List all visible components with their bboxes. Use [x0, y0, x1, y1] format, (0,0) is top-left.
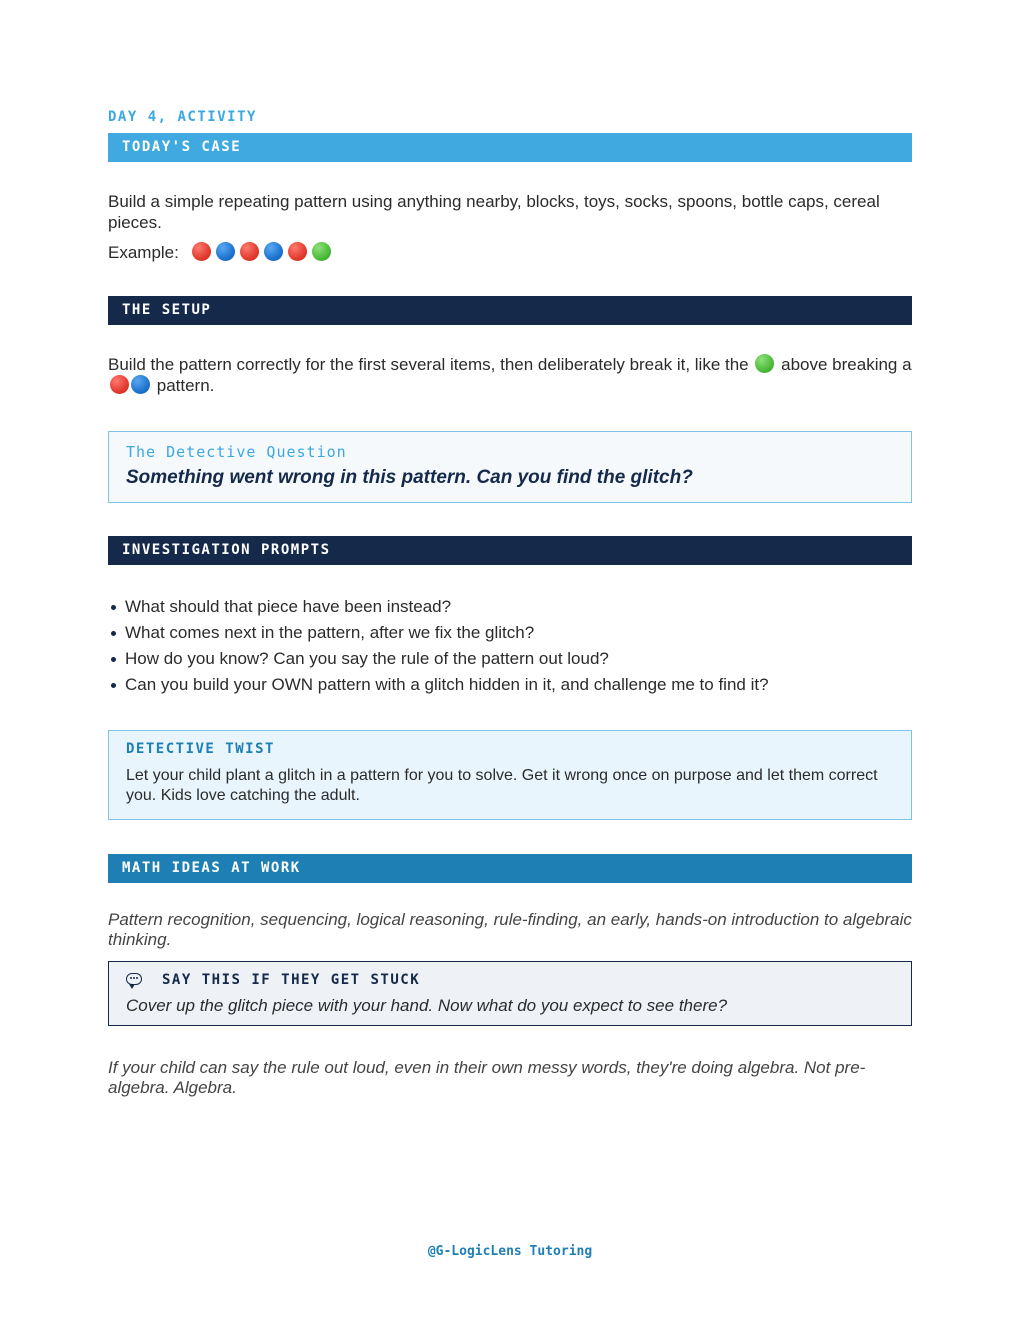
- day-label: DAY 4, ACTIVITY: [108, 109, 257, 125]
- red-dot-icon: [240, 242, 259, 261]
- detective-question-text: Something went wrong in this pattern. Can you find the glitch?: [126, 467, 693, 488]
- stuck-tip-label-text: SAY THIS IF THEY GET STUCK: [162, 972, 421, 988]
- section-header-math: MATH IDEAS AT WORK: [108, 854, 912, 883]
- stuck-tip-label: [126, 972, 420, 988]
- green-dot-icon: [312, 242, 331, 261]
- detective-question-label: The Detective Question: [126, 443, 347, 461]
- setup-text-3: breaking a: [832, 355, 912, 374]
- blue-dot-icon: [264, 242, 283, 261]
- setup-text-1: Build the pattern correctly for the first several items, then deliberately break it, like the: [108, 355, 749, 374]
- pattern-example: [108, 242, 912, 263]
- closing-note: If your child can say the rule out loud, even in their own messy words, they're doing algebra. Not pre-algebra. Algebra.: [108, 1058, 866, 1097]
- detective-twist-label: DETECTIVE TWIST: [126, 741, 275, 757]
- setup-description: [108, 354, 912, 396]
- detective-twist-text: Let your child plant a glitch in a pattern for you to solve. Get it wrong once on purpose and let them correct you. Kids love catching the adult.: [126, 767, 878, 804]
- footer-brand: @G-LogicLens Tutoring: [427, 1244, 593, 1259]
- math-ideas-text: Pattern recognition, sequencing, logical reasoning, rule-finding, an early, hands-on introduction to algebraic thinking.: [108, 910, 912, 949]
- red-dot-icon: [288, 242, 307, 261]
- example-dots: [192, 243, 336, 262]
- list-item: Can you build your OWN pattern with a glitch hidden in it, and challenge me to find it?: [125, 672, 769, 698]
- red-dot-icon: [110, 375, 129, 394]
- section-header-prompts: INVESTIGATION PROMPTS: [108, 536, 912, 565]
- green-dot-icon: [755, 354, 774, 373]
- section-header-todays-case: TODAY'S CASE: [108, 133, 912, 162]
- section-header-setup: THE SETUP: [108, 296, 912, 325]
- red-dot-icon: [192, 242, 211, 261]
- detective-twist-box: [108, 730, 912, 820]
- blue-dot-icon: [216, 242, 235, 261]
- case-description: Build a simple repeating pattern using anything nearby, blocks, toys, socks, spoons, bottle caps, cereal pieces.: [108, 192, 880, 232]
- blue-dot-icon: [131, 375, 150, 394]
- setup-text-4: pattern.: [156, 376, 215, 395]
- speech-bubble-icon: [126, 973, 142, 985]
- list-item: How do you know? Can you say the rule of the pattern out loud?: [125, 646, 769, 672]
- stuck-tip-box: [108, 961, 912, 1026]
- stuck-tip-text: Cover up the glitch piece with your hand. Now what do you expect to see there?: [126, 996, 728, 1015]
- list-item: What should that piece have been instead?: [125, 594, 769, 620]
- list-item: What comes next in the pattern, after we fix the glitch?: [125, 620, 769, 646]
- setup-text-2: above: [781, 355, 828, 374]
- detective-question-box: [108, 431, 912, 503]
- example-label: Example:: [108, 243, 179, 262]
- investigation-prompts-list: [108, 594, 769, 698]
